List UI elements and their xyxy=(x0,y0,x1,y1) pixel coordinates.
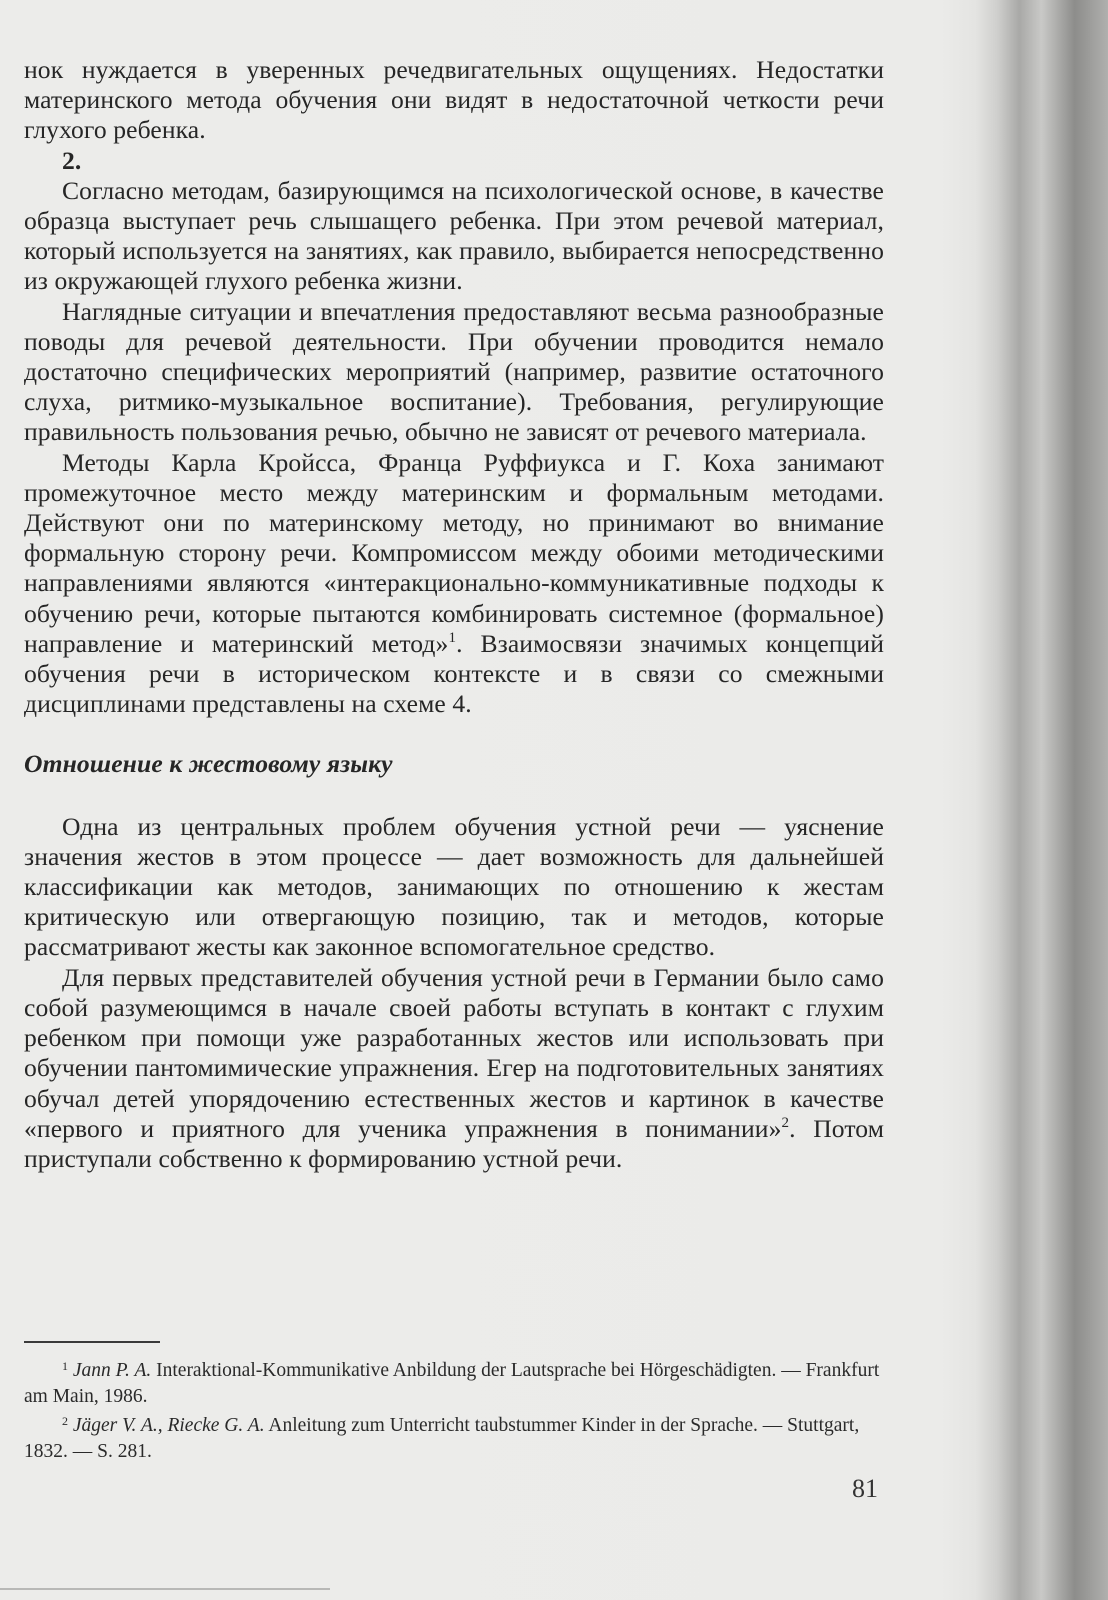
footnote-ref-2[interactable]: 2 xyxy=(781,1114,790,1131)
paragraph-6-text-end: . Потом приступали собственно к формированию устной речи. xyxy=(24,1113,884,1173)
main-text xyxy=(24,55,884,1174)
section-number: 2. xyxy=(62,145,82,175)
paragraph-4-text: Методы Карла Кройсса, Франца Руффиукса и Г. Коха занимают промежуточное место между материнским и формальным методами. Действуют они по материнскому методу, но принимают во внимание формальную сторону речи. Компромиссом между обоими методическими направлениями являются «интеракционально-коммуникативные подходы к обучению речи, которые пытаются комбинировать системное (формальное) направление и материнский метод» xyxy=(24,447,884,658)
footnote-1-number: 1 xyxy=(62,1359,68,1373)
paragraph-4 xyxy=(24,448,884,720)
footnote-1-text: Interaktional-Kommunikative Anbildung der Lautsprache bei Hörgeschädigten. — Frankfurt am Main, 1986. xyxy=(24,1360,880,1407)
footnote-2-text: Anleitung zum Unterricht taubstummer Kinder in der Sprache. — Stuttgart, 1832. — S. 281. xyxy=(24,1415,860,1462)
paragraph-3: Наглядные ситуации и впечатления предоставляют весьма разнообразные поводы для речевой деятельности. При обучении проводится немало достаточно специфических мероприятий (например, развитие остаточного слуха, ритмико-музыкальное воспитание). Требования, регулирующие правильность пользования речью, обычно не зависят от речевого материала. xyxy=(24,296,884,447)
footnotes xyxy=(24,1354,884,1464)
footnote-2-author: Jäger V. A., Riecke G. A. xyxy=(72,1415,265,1436)
paragraph-6-text: Для первых представителей обучения устной речи в Германии было само собой разумеющимся в начале своей работы вступать в контакт с глухим ребенком при помощи уже разработанных жестов или использовать при обучении пантомимические упражнения. Егер на подготовительных занятиях обучал детей упорядочению естественных жестов и картинок в качестве «первого и приятного для ученика упражнения в понимании» xyxy=(24,962,884,1143)
paragraph-1: нок нуждается в уверенных речедвигательных ощущениях. Недостатки материнского метода обучения они видят в недостаточной четкости речи глухого ребенка. xyxy=(24,55,884,145)
paragraph-5: Одна из центральных проблем обучения устной речи — уяснение значения жестов в этом процессе — дает возможность для дальнейшей классификации как методов, занимающих по отношению к жестам критическую или отвергающую позицию, так и методов, которые рассматривают жесты как законное вспомогательное средство. xyxy=(24,811,884,962)
footnote-divider xyxy=(24,1341,160,1343)
page-number: 81 xyxy=(852,1474,878,1503)
paragraph-4-text-end: . Взаимосвязи значимых концепций обучения речи в историческом контексте и в связи со смежными дисциплинами представлены на схеме 4. xyxy=(24,628,885,719)
page-edge-line xyxy=(0,1588,330,1590)
footnote-2 xyxy=(24,1409,884,1464)
paragraph-6 xyxy=(24,963,884,1174)
paragraph-2: Согласно методам, базирующимся на психологической основе, в качестве образца выступает речь слышащего ребенка. При этом речевой материал, который используется на занятиях, как правило, выбирается непосредственно из окружающей глухого ребенка жизни. xyxy=(24,175,884,296)
section-heading: Отношение к жестовому языку xyxy=(24,749,393,779)
footnote-1 xyxy=(24,1354,884,1409)
footnote-ref-1[interactable]: 1 xyxy=(448,629,457,646)
footnote-1-author: Jann P. A. xyxy=(72,1360,152,1381)
footnote-2-number: 2 xyxy=(62,1414,68,1428)
